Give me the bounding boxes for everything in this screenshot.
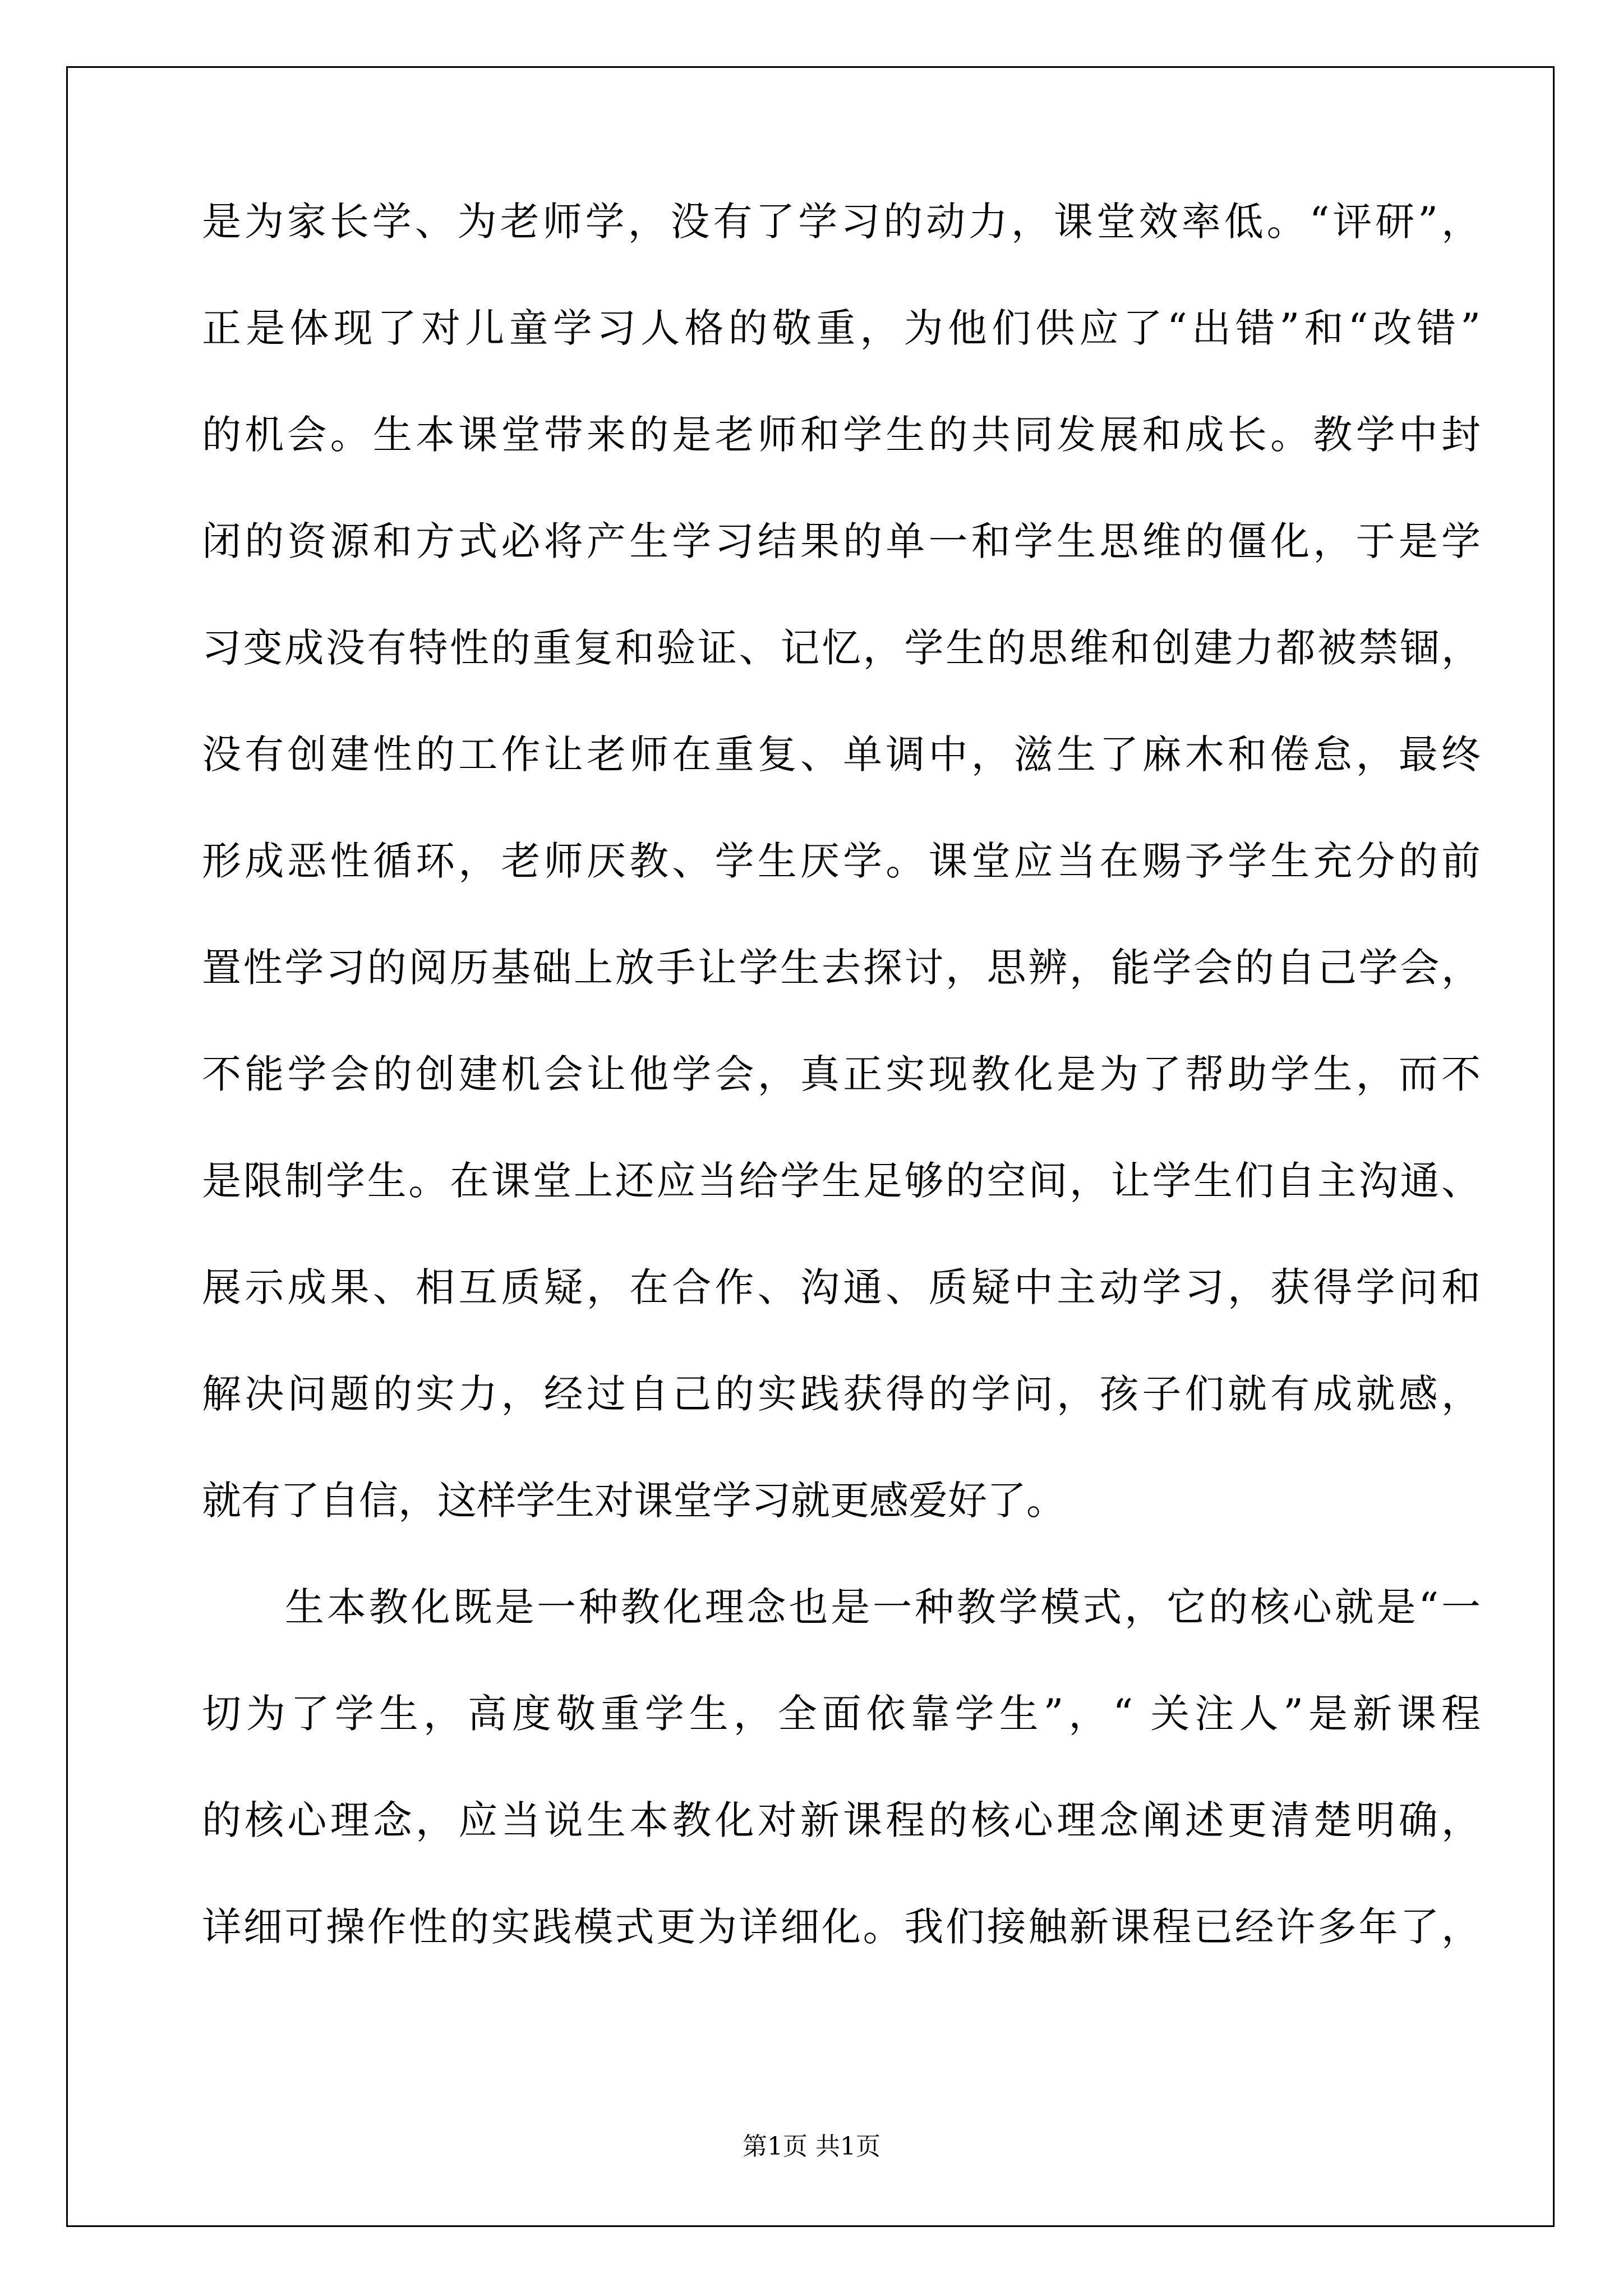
text-line: 没有创建性的工作让老师在重复、单调中，滋生了麻木和倦怠，最终 xyxy=(202,731,1481,777)
text-line: 正是体现了对儿童学习人格的敬重，为他们供应了“出错”和“改错” xyxy=(202,305,1481,351)
text-line: 置性学习的阅历基础上放手让学生去探讨，思辨，能学会的自己学会， xyxy=(202,945,1481,991)
text-line: 的核心理念，应当说生本教化对新课程的核心理念阐述更清楚明确， xyxy=(202,1797,1481,1843)
text-line: 不能学会的创建机会让他学会，真正实现教化是为了帮助学生，而不 xyxy=(202,1051,1481,1097)
text-line: 展示成果、相互质疑，在合作、沟通、质疑中主动学习，获得学问和 xyxy=(202,1264,1481,1310)
text-line: 是为家长学、为老师学，没有了学习的动力，课堂效率低。“评研”， xyxy=(202,199,1481,245)
text-line: 的机会。生本课堂带来的是老师和学生的共同发展和成长。教学中封 xyxy=(202,412,1481,458)
text-line: 生本教化既是一种教化理念也是一种教学模式，它的核心就是“一 xyxy=(285,1584,1481,1630)
document-body xyxy=(202,168,1481,1980)
paragraph-1 xyxy=(202,168,1481,1554)
text-line: 是限制学生。在课堂上还应当给学生足够的空间，让学生们自主沟通、 xyxy=(202,1158,1481,1204)
text-line: 形成恶性循环，老师厌教、学生厌学。课堂应当在赐予学生充分的前 xyxy=(202,838,1481,884)
text-line: 解决问题的实力，经过自己的实践获得的学问，孩子们就有成就感， xyxy=(202,1371,1481,1417)
text-line: 切为了学生，高度敬重学生，全面依靠学生”，“ 关注人”是新课程 xyxy=(202,1691,1481,1737)
text-line: 就有了自信，这样学生对课堂学习就更感爱好了。 xyxy=(202,1478,1066,1524)
text-line: 闭的资源和方式必将产生学习结果的单一和学生思维的僵化，于是学 xyxy=(202,518,1481,564)
page-footer: 第1页 共1页 xyxy=(743,2132,880,2161)
text-line: 习变成没有特性的重复和验证、记忆，学生的思维和创建力都被禁锢， xyxy=(202,625,1481,671)
text-line: 详细可操作性的实践模式更为详细化。我们接触新课程已经许多年了， xyxy=(202,1904,1481,1950)
paragraph-2 xyxy=(202,1554,1481,1980)
